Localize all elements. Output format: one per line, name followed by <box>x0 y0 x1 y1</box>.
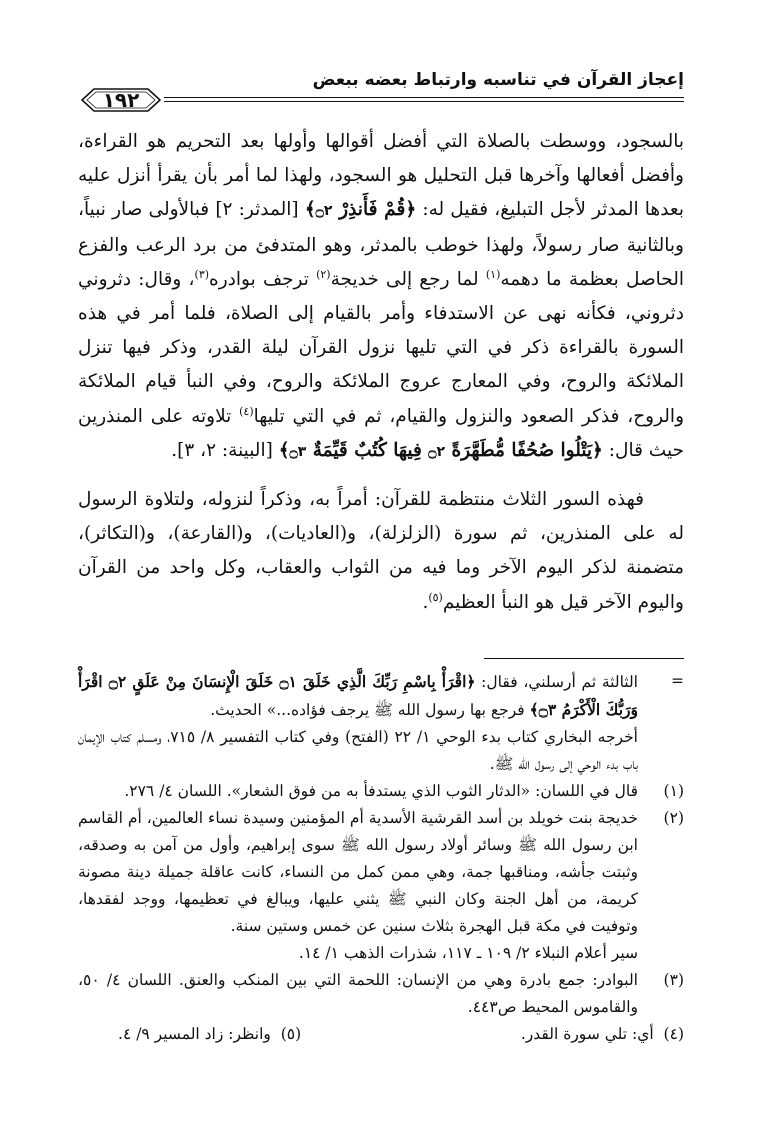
footnote-ref-1[interactable]: (١) <box>485 267 501 281</box>
quran-verse: ﴿اقْرَأْ بِاسْمِ رَبِّكَ الَّذِي خَلَقَ ۝١ خَلَقَ الْإِنسَانَ مِنْ عَلَقٍ ۝٢ اقْرَأْ وَرَبُّكَ الْأَكْرَمُ ۝٣﴾ <box>78 672 638 719</box>
footnote-ref-5[interactable]: (٥) <box>428 590 443 604</box>
ayah-number-icon: ۝٢ <box>428 443 445 460</box>
page-header <box>78 66 684 112</box>
footnote-source: سير أعلام النبلاء ٢/ ١٠٩ ـ ١١٧، شذرات الذهب ١/ ١٤. <box>298 944 638 962</box>
footnote-ref-2[interactable]: (٢) <box>316 267 331 281</box>
footnote-text: أي: تلي سورة القدر. <box>520 1025 654 1043</box>
footnote-continuation <box>78 668 684 778</box>
text-run: [البينة: ٢، ٣]. <box>171 439 279 461</box>
running-title: إعجاز القرآن في تناسبه وارتباط بعضه ببعض <box>312 70 684 90</box>
main-text <box>78 125 684 620</box>
paragraph-1 <box>78 125 684 469</box>
page-number-ornament <box>78 86 164 114</box>
footnote-text: الثالثة ثم أرسلني، فقال: <box>475 673 638 691</box>
verse-bracket: ﴾ <box>304 199 316 221</box>
text-run: بالسجود، ووسطت بالصلاة التي أفضل أقوالها وأولها بعد التحريم هو القراءة، وأفضل أفعالها وآخرها قبل التحليل هو السجود، ولهذا لما أمر بأن يقرأ أنزل عليه بعدها المدثر لأجل التبليغ، فقيل له: <box>78 131 684 221</box>
verse-text: ﴿قُمْ فَأَنذِرْ <box>339 199 417 221</box>
footnote-text: وانظر: زاد المسير ٩/ ٤. <box>118 1025 271 1043</box>
header-rule-bottom <box>78 101 684 102</box>
paragraph-2 <box>78 483 684 620</box>
footnote-text: قال في اللسان: «الدثار الثوب الذي يستدفأ به من فوق الشعار». اللسان ٤/ ٢٧٦. <box>124 782 638 800</box>
footnote-5 <box>118 1021 301 1048</box>
footnote-mark: (٤) <box>663 1025 684 1043</box>
text-run: فهذه السور الثلاث منتظمة للقرآن: أمراً به، وذكراً لنزوله، ولتلاوة الرسول له على المنذرين، ثم سورة (الزلزلة)، و(العاديات)، و(القارعة)، و(التكاثر)، متضمنة لذكر اليوم الآخر وما فيه من الثواب والعقاب، وكل واحد من القرآن واليوم الآخر قيل هو النبأ العظيم <box>78 489 684 613</box>
footnote-mark: (١) <box>663 782 684 800</box>
ayah-number-icon: ۝٢ <box>315 203 333 220</box>
footnote-mark: (٥) <box>280 1025 302 1043</box>
text-run: تلاوته على المنذرين حيث قال: <box>78 405 684 461</box>
text-run: ، وقال: دثروني دثروني، فكأنه نهى عن الاستدفاء وأمر بالقيام إلى الصلاة، فلما أمر في هذه السورة بالقراءة ذكر في التي تليها نزول القرآن ليلة القدر، وذكر فيها تنزل الملائكة والروح، وفي المعارج عروج الملائكة والروح، وفي النبأ قيام الملائكة والروح، فذكر الصعود والنزول والقيام، ثم في التي تليها <box>78 268 684 427</box>
footnote-separator <box>484 658 684 659</box>
text-run: . <box>422 591 429 613</box>
footnote-3 <box>78 967 684 1021</box>
header-rule-top <box>78 97 684 98</box>
footnotes <box>78 668 684 1048</box>
quran-verse <box>279 440 603 461</box>
footnote-mark: (٢) <box>663 809 684 827</box>
footnotes-4-5 <box>78 1021 684 1048</box>
footnote-text: فرجع بها رسول الله ﷺ يرجف فؤاده...» الحديث. <box>210 701 530 719</box>
footnote-1 <box>78 778 684 805</box>
continuation-mark: = <box>671 672 684 690</box>
page-number: ١٩٢ <box>102 88 140 112</box>
footnote-text: البوادر: جمع بادرة وهي من الإنسان: اللحمة التي بين المنكب والعنق. اللسان ٤/ ٥٠، والقاموس المحيط ص٤٤٣. <box>78 971 638 1016</box>
footnote-ref-4[interactable]: (٤) <box>239 404 254 418</box>
footnote-source: أخرجه البخاري كتاب بدء الوحي ١/ ٢٢ (الفتح) وفي كتاب التفسير ٨/ ٧١٥، ومسلم كتاب الإيمان باب بدء الوحي إلى رسول الله ﷺ. <box>78 728 638 773</box>
ayah-number-icon: ۝٣ <box>289 443 307 460</box>
verse-bracket: ﴾ <box>278 439 290 461</box>
footnote-ref-3[interactable]: (٣) <box>194 267 210 281</box>
verse-text: ﴿يَتْلُوا صُحُفًا مُّطَهَّرَةً <box>451 439 603 461</box>
text-run: ترجف بوادره <box>209 268 317 290</box>
footnote-mark: (٣) <box>663 971 684 989</box>
quran-verse <box>305 199 416 220</box>
verse-text: فِيهَا كُتُبٌ قَيِّمَةٌ <box>312 439 429 461</box>
footnote-2 <box>78 805 684 967</box>
footnote-4 <box>521 1021 684 1048</box>
text-run: لما رجع إلى خديجة <box>330 268 486 290</box>
footnote-text: خديجة بنت خويلد بن أسد القرشية الأسدية أم المؤمنين وسيدة نساء العالمين، أم القاسم ابن رسول الله ﷺ وسائر أولاد رسول الله ﷺ سوى إبراهيم، وأول من آمن به وصدقه، وثبتت جأشه، ومناقبها جمة، وهي ممن كمل من النساء، كانت عاقلة جميلة دينة مصونة كريمة، من أهل الجنة وكان النبي ﷺ يثني عليها، ويبالغ في تعظيمها، ووجد لفقدها، وتوفيت في مكة قبل الهجرة بثلاث سنين عن خمس وستين سنة. <box>78 809 638 935</box>
text-run: [المدثر: ٢] فبالأولى صار نبياً، وبالثانية صار رسولاً، ولهذا خوطب بالمدثر، وهو المتدفئ من برد الرعب والفزع الحاصل بعظمة ما دهمه <box>78 199 685 290</box>
